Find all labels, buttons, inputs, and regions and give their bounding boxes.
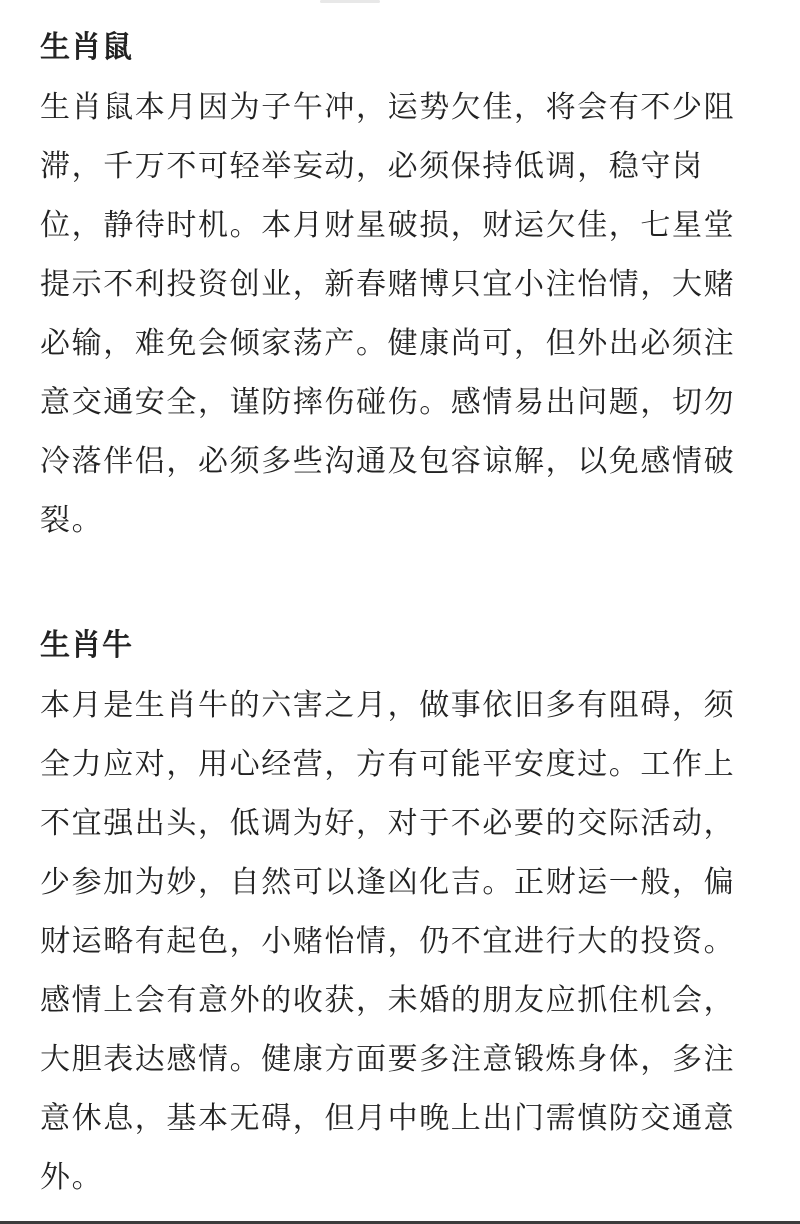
text-line: 冷落伴侣，必须多些沟通及包容谅解，以免感情破 bbox=[40, 444, 736, 479]
text-line: 不宜强出头，低调为好，对于不必要的交际活动， bbox=[40, 806, 736, 841]
text-line: 本月是生肖牛的六害之月，做事依旧多有阻碍，须 bbox=[40, 688, 736, 723]
top-scroll-indicator bbox=[320, 0, 380, 3]
text-line: 生肖鼠本月因为子午冲，运势欠佳，将会有不少阻 bbox=[40, 90, 736, 125]
text-line: 裂。 bbox=[40, 503, 104, 538]
text-line: 意交通安全，谨防摔伤碰伤。感情易出问题，切勿 bbox=[40, 385, 736, 420]
section-title-rat: 生肖鼠 bbox=[40, 30, 133, 65]
text-line: 外。 bbox=[40, 1160, 104, 1195]
section-rat bbox=[40, 24, 770, 550]
text-line: 感情上会有意外的收获，未婚的朋友应抓住机会， bbox=[40, 983, 736, 1018]
text-line: 提示不利投资创业，新春赌博只宜小注怡情，大赌 bbox=[40, 267, 736, 302]
section-ox bbox=[40, 622, 770, 1207]
text-line: 全力应对，用心经营，方有可能平安度过。工作上 bbox=[40, 747, 736, 782]
text-line: 大胆表达感情。健康方面要多注意锻炼身体，多注 bbox=[40, 1042, 736, 1077]
text-line: 意休息，基本无碍，但月中晚上出门需慎防交通意 bbox=[40, 1101, 736, 1136]
text-line: 位，静待时机。本月财星破损，财运欠佳，七星堂 bbox=[40, 208, 736, 243]
text-line: 少参加为妙，自然可以逢凶化吉。正财运一般，偏 bbox=[40, 865, 736, 900]
section-body-rat bbox=[40, 78, 770, 550]
section-body-ox bbox=[40, 676, 770, 1207]
text-line: 财运略有起色，小赌怡情，仍不宜进行大的投资。 bbox=[40, 924, 736, 959]
text-line: 必输，难免会倾家荡产。健康尚可，但外出必须注 bbox=[40, 326, 736, 361]
section-title-ox: 生肖牛 bbox=[40, 628, 133, 663]
text-line: 滞，千万不可轻举妄动，必须保持低调，稳守岗 bbox=[40, 149, 704, 184]
